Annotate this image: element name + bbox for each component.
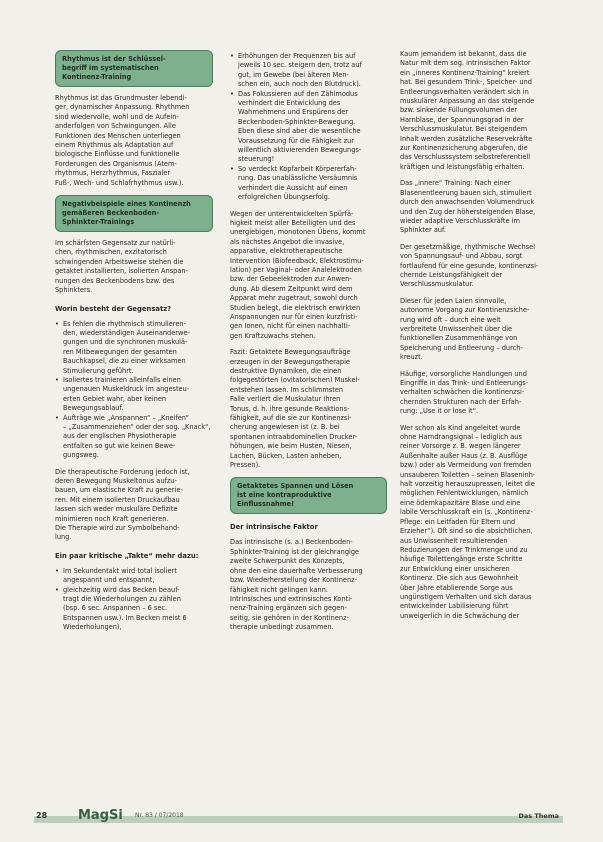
- text-line: Voraussetzung für die Fähigkeit zur: [238, 136, 354, 145]
- text-line: Fazit: Getaktete Bewegungsaufträge: [230, 348, 351, 357]
- paragraph: [55, 94, 213, 188]
- text-line: lation) per Vaginal- oder Analelektroden: [230, 265, 362, 274]
- text-line: wieder adaptive Verschlusskräfte im: [400, 216, 520, 225]
- text-line: • Im Sekundentakt wird total isoliert: [63, 566, 177, 575]
- text-line: Pflege: ein Leitfaden für Eltern und: [400, 517, 516, 526]
- text-line: funktionellen Zusammenhänge von: [400, 334, 518, 343]
- text-line: Entspannen usw.). Im Becken meist 6: [63, 613, 187, 622]
- text-line: ohne Harndrangsignal – lediglich aus: [400, 433, 522, 442]
- text-line: erten Gebiet wahr, aber keinen: [63, 394, 167, 403]
- text-line: muskulärer Anpassung an das steigende: [400, 97, 535, 106]
- text-line: chernde Leistungsfähigkeit der: [400, 270, 503, 279]
- text-line: aus der englischen Physiotherapie: [63, 432, 177, 441]
- text-line: gut, im Gewebe (bei älteren Men-: [238, 70, 349, 79]
- text-line: hat. Bei gesundem Trink-, Speicher- und: [400, 78, 532, 87]
- text-line: Wahrnehmens und Erspürens der: [238, 108, 349, 117]
- text-line: spontanen intraabdominellen Drucker-: [230, 432, 358, 441]
- text-line: chen, rhythmischen, exzitatorisch: [55, 248, 167, 257]
- text-line: chernden Strukturen nach der Erfah-: [400, 397, 522, 406]
- text-line: Entleerungsverhalten verändert sich in: [400, 87, 529, 96]
- text-line: Sphinkter-Training ist der gleichrangige: [230, 547, 360, 556]
- text-line: higkeit meist aller Beteiligten und des: [230, 218, 356, 227]
- text-line: Funktionen des Menschen unterliegen: [55, 131, 181, 140]
- text-line: steuerung!: [238, 155, 275, 164]
- list-item: [230, 52, 387, 90]
- text-line: unergiebigen, monotonen Übens, kommt: [230, 228, 366, 237]
- text-line: cherung angewiesen ist (z. B. bei: [230, 423, 340, 432]
- text-line: Außenhalte außer Haus (z. B. Ausflüge: [400, 451, 528, 460]
- box-line: ist eine kontraproduktive: [237, 491, 332, 500]
- text-line: Intervention (Biofeedback, Elektrostimu-: [230, 256, 364, 265]
- text-line: gungen und die synchronen muskulä-: [63, 338, 188, 347]
- text-line: (bsp. 6 sec. Anspannen – 6 sec.: [63, 604, 168, 613]
- text-line: Im schärfsten Gegensatz zur natürli-: [55, 239, 176, 248]
- list-item: [55, 586, 213, 633]
- subheading-intrinsischer-faktor: Der intrinsische Faktor: [230, 523, 318, 532]
- section-title: Das Thema: [518, 812, 559, 820]
- heading-box-rhythmus: [55, 50, 213, 87]
- column-3: [400, 50, 558, 628]
- text-line: reiner Vorsorge z. B. wegen längerer: [400, 442, 521, 451]
- text-line: bzw.) oder als Vermeidung von fremden: [400, 461, 532, 470]
- text-line: Wegen der unterentwickelten Spürfä-: [230, 209, 354, 218]
- text-line: bzw. der Gebeelektroden zur Anwen-: [230, 275, 352, 284]
- paragraph: [400, 179, 558, 235]
- paragraph: [400, 50, 558, 172]
- subheading-kritische-takte: Ein paar kritische „Takte“ mehr dazu:: [55, 551, 199, 560]
- text-line: von Spannungsauf- und Abbau, sorgt: [400, 252, 523, 261]
- text-line: – „Zusammenziehen“ oder der sog. „Knack“,: [63, 422, 211, 431]
- bullet-list: [55, 320, 213, 461]
- text-line: Die therapeutische Forderung jedoch ist,: [55, 467, 190, 476]
- text-line: Wiederholungen),: [63, 623, 122, 632]
- text-line: rhythmus, Herzrhythmus, Faszialer: [55, 169, 171, 178]
- page-number: 28: [36, 811, 48, 820]
- text-line: Blasenentleerung bauen sich, stimuliert: [400, 188, 532, 197]
- text-line: lung.: [55, 533, 72, 542]
- paragraph: [400, 243, 558, 290]
- text-line: nungen des Beckenbodens bzw. des: [55, 276, 175, 285]
- text-line: Erzieher“). Oft sind so die absichtlichen,: [400, 527, 533, 536]
- text-line: zur Kontinenzsicherung abgerufen, die: [400, 144, 528, 153]
- text-line: häufige Toilettengänge erste Schritte: [400, 555, 523, 564]
- text-line: schen ein, auch noch den Blutdruck).: [238, 80, 361, 89]
- box-line: Getaktetes Spannen und Lösen: [237, 482, 354, 491]
- text-line: • gleichzeitig wird das Becken beauf-: [63, 585, 180, 594]
- page-footer: [0, 808, 603, 826]
- text-line: Die Therapie wird zur Symbolbehand-: [55, 524, 180, 533]
- bullet-list: [55, 567, 213, 633]
- text-line: und den Zug der höhersteigenden Blase,: [400, 207, 536, 216]
- text-line: schwingenden Arbeitsweise stehen die: [55, 257, 184, 266]
- text-line: ren. Mit einem isolierten Druckaufbau: [55, 495, 180, 504]
- text-line: jeweils 10 sec. steigern den, trotz auf: [238, 61, 362, 70]
- text-line: • Erhöhungen der Frequenzen bis auf: [238, 52, 356, 60]
- text-line: fähigkeit nicht gelingen kann.: [230, 585, 329, 594]
- text-line: Lachen, Bücken, Lasten anheben,: [230, 451, 342, 460]
- text-line: angespannt und entspannt,: [63, 576, 155, 585]
- text-line: verhalten schwächen die kontinenzsi-: [400, 388, 525, 397]
- issue-info: Nr. 83 / 07/2018: [135, 812, 184, 819]
- column-1: [55, 50, 213, 640]
- text-line: kräftigen und leistungsfähig erhalten.: [400, 162, 525, 171]
- text-line: gen Ionen, nicht für einen nachhalti-: [230, 322, 351, 331]
- list-item: [55, 414, 213, 461]
- text-line: Harnblase, der Spannungsgrad in der: [400, 115, 524, 124]
- box-line: gemäßeren Beckenboden-: [62, 209, 160, 218]
- text-line: ein „inneres Kontinenz-Training“ kreiert: [400, 68, 530, 77]
- text-line: Forderungen des Organismus (Atem-: [55, 159, 177, 168]
- text-line: apparative, elektrotherapeutische: [230, 247, 343, 256]
- text-line: höhungen, wie beim Husten, Niesen,: [230, 442, 352, 451]
- text-line: Fuß-, Wech- und Schlafrhythmus usw.).: [55, 178, 184, 187]
- text-line: kreuzt.: [400, 353, 423, 362]
- box-line: Kontinenz-Training: [62, 73, 132, 81]
- text-line: durch den anwachsenden Volumendruck: [400, 198, 535, 207]
- text-line: bzw. Wiederherstellung der Kontinenz-: [230, 576, 357, 585]
- text-line: Stimulierung geführt.: [63, 366, 134, 375]
- text-line: lassen sich weder muskuläre Defizite: [55, 505, 178, 514]
- text-line: destruktive Dynamiken, die einen: [230, 367, 342, 375]
- text-line: anderfolgen von Schwingungen. Alle: [55, 122, 176, 131]
- list-item: [55, 320, 213, 376]
- text-line: deren Bewegung Muskeltonus aufzu-: [55, 477, 177, 485]
- text-line: gen Kraftzuwachs stehen.: [230, 331, 316, 340]
- text-line: dung. Ab diesem Zeitpunkt wird dem: [230, 284, 353, 293]
- text-line: verhindert die Entwicklung des: [238, 99, 341, 108]
- text-line: zweite Schwerpunkt des Konzepts,: [230, 557, 345, 566]
- text-line: bauen, um elastische Kraft zu generie-: [55, 486, 183, 495]
- text-line: Eingriffe in das Trink- und Entleerungs-: [400, 379, 529, 387]
- text-line: seitig, sie gehören in der Kontinenz-: [230, 613, 349, 622]
- text-line: • Isoliertes trainieren alleinfalls einen: [63, 375, 181, 384]
- text-line: das Verschlusssystem selbstreferentiell: [400, 153, 531, 162]
- text-line: Tonus, d. h. ihre gesunde Reaktions-: [230, 404, 350, 413]
- text-line: folgegestörten (ovitatorischen) Muskel-: [230, 376, 360, 385]
- text-line: Inhalt werden zusätzliche Reservekräfte: [400, 134, 533, 143]
- text-line: autonome Vorgang zur Kontinenzsiche-: [400, 306, 530, 315]
- text-line: fortlaufend für eine gesunde, kontinenzsi-: [400, 261, 539, 270]
- text-line: Falle verliert die Muskulatur ihren: [230, 395, 341, 404]
- bullet-list: [230, 52, 387, 203]
- text-line: ungenauen Muskeldruck im angesteu-: [63, 385, 190, 394]
- text-line: Natur mit dem sog. intrinsischen Faktor: [400, 59, 531, 68]
- text-line: Bewegungsablauf.: [63, 404, 124, 413]
- text-line: rung wird oft – durch eine weit: [400, 315, 501, 324]
- text-line: Wer schon als Kind angeleitet wurde: [400, 423, 521, 432]
- text-line: Verschlussmuskulatur. Bei steigendem: [400, 125, 528, 134]
- text-line: nenz-Training ergänzen sich gegen-: [230, 604, 347, 613]
- text-line: zur Entwicklung einer unsicheren: [400, 564, 510, 573]
- subheading-gegensatz: Worin besteht der Gegensatz?: [55, 304, 172, 313]
- text-line: ohne den eine dauerhafte Verbesserung: [230, 566, 363, 575]
- text-line: sind wiedervolle, wohl und de Aufein-: [55, 112, 179, 121]
- box-line: Sphinkter-Trainings: [62, 218, 135, 227]
- paragraph: [400, 370, 558, 417]
- text-line: therapie unbedingt zusammen.: [230, 623, 334, 632]
- list-item: [230, 165, 387, 203]
- text-line: biologische Einflüsse und funktionelle: [55, 150, 180, 159]
- paragraph: [400, 424, 558, 622]
- paragraph: [400, 297, 558, 363]
- text-line: Studien belegt, die elektrisch erwirkten: [230, 303, 361, 312]
- text-line: erzeugen in der Bewegungstherapie: [230, 357, 350, 366]
- text-line: Kaum jemandem ist bekannt, dass die: [400, 50, 527, 58]
- text-line: fähigkeit, auf die sie zur Kontinenzsi-: [230, 414, 352, 423]
- text-line: verbreitete Unwissenheit über die: [400, 324, 513, 333]
- text-line: willentlich aktivierenden Bewegungs-: [238, 146, 362, 155]
- text-line: Apparat mehr zugetraut, sowohl durch: [230, 294, 358, 303]
- text-line: Rhythmus ist das Grundmuster lebendi-: [55, 94, 187, 102]
- paragraph: [230, 210, 387, 342]
- text-line: Eben diese sind aber die wesentliche: [238, 127, 361, 136]
- text-line: Verschlussmuskulatur.: [400, 280, 474, 289]
- text-line: Pressen).: [230, 461, 261, 470]
- text-line: Bauchkapsel, die zu einer wirksamen: [63, 357, 186, 366]
- text-line: getaktet installierten, isolierten Anspan-: [55, 267, 188, 276]
- text-line: halt vorzeitig herauszupressen, leitet die: [400, 480, 535, 489]
- text-line: Sphinkter auf.: [400, 226, 446, 235]
- text-line: • Aufträge wie „Anspannen“ – „Kneifen“: [63, 413, 189, 422]
- text-line: Beckenboden-Sphinkter-Bewegung.: [238, 117, 356, 126]
- paragraph: [55, 468, 213, 543]
- text-line: unweigerlich in die Schwächung der: [400, 611, 520, 620]
- column-2: [230, 52, 387, 640]
- text-line: bzw. sinkende Füllungsvolumen der: [400, 106, 518, 115]
- heading-box-negativbeispiele: [55, 195, 213, 232]
- text-line: • So verdeckt Kopfarbeit Körpererfah-: [238, 164, 357, 173]
- text-line: Das intrinsische (s. a.) Beckenboden-: [230, 538, 353, 547]
- text-line: tragt die Wiederholungen zu zählen: [63, 595, 181, 604]
- text-line: ger, dynamischer Anpassung. Rhythmen: [55, 103, 190, 112]
- box-line: Rhythmus ist der Schlüssel-: [62, 55, 166, 63]
- heading-box-getaktetes-spannen: [230, 477, 387, 514]
- text-line: entwickelnder Labilisierung führt: [400, 602, 509, 611]
- text-line: minimieren noch Kraft generieren.: [55, 514, 169, 523]
- text-line: eine ödemkapazitäre Blase und eine: [400, 498, 521, 507]
- text-line: Der gesetzmäßige, rhythmische Wechsel: [400, 242, 536, 251]
- magazine-title: MagSi: [78, 808, 123, 823]
- text-line: Häufige, vorsorgliche Handlungen und: [400, 369, 527, 378]
- text-line: ungünstigem Verhalten und sich daraus: [400, 592, 532, 601]
- text-line: entfalten so gut wie keinen Bewe-: [63, 441, 176, 450]
- text-line: einem Rhythmus als Adaptation auf: [55, 141, 174, 150]
- text-line: Reduzierungen der Trinkmenge und zu: [400, 545, 528, 554]
- list-item: [55, 567, 213, 586]
- text-line: Anspannungen nur für einen kurzfristi-: [230, 312, 358, 321]
- text-line: entstehen lassen. Im schlimmsten: [230, 385, 344, 394]
- text-line: labile Verschlusskraft ein (s. „Kontinenz-: [400, 508, 533, 517]
- text-line: rung. Das unablässliche Versäumnis: [238, 174, 358, 183]
- list-item: [230, 90, 387, 165]
- text-line: gungsweg.: [63, 451, 99, 460]
- paragraph: [230, 538, 387, 632]
- text-line: ren Mitbewegungen der gesamten: [63, 347, 177, 356]
- text-line: den, wiederständigen Auseinanderwe-: [63, 328, 190, 337]
- text-line: rung: „Use it or lose it“.: [400, 407, 479, 416]
- text-line: verhindert die Aussicht auf einen: [238, 183, 348, 192]
- text-line: Das „innere“ Training: Nach einer: [400, 179, 511, 188]
- text-line: unsauberen Toiletten – seinen Blaseninh-: [400, 470, 536, 479]
- text-line: als nächstes Angebot die invasive,: [230, 237, 345, 246]
- box-line: Negativbeispiele eines Kontinenzh: [62, 200, 191, 209]
- list-item: [55, 376, 213, 414]
- paragraph: [55, 239, 213, 295]
- text-line: • Das Fokussieren auf den Zählmodus: [238, 89, 358, 98]
- text-line: Kontinenz. Die sich aus Gewohnheit: [400, 574, 519, 583]
- paragraph-fazit: [230, 348, 387, 470]
- text-line: über Jahre etablierende Sorge aus: [400, 583, 513, 592]
- box-line: Einflussnahme!: [237, 500, 295, 509]
- text-line: • Es fehlen die rhythmisch stimulieren-: [63, 319, 186, 328]
- text-line: erfolgreichen Übungserfolg.: [238, 193, 330, 202]
- text-line: Dieser für jeden Laien sinnvolle,: [400, 296, 507, 305]
- text-line: aus Unwissenheit resultierenden: [400, 536, 508, 545]
- box-line: begriff im systematischen: [62, 64, 159, 72]
- text-line: möglichen Fehlentwicklungen, nämlich: [400, 489, 529, 498]
- text-line: Intrinsisches und extrinsisches Konti-: [230, 594, 353, 603]
- text-line: Sphinkters.: [55, 286, 93, 295]
- text-line: Speicherung und Entleerung – durch-: [400, 343, 523, 352]
